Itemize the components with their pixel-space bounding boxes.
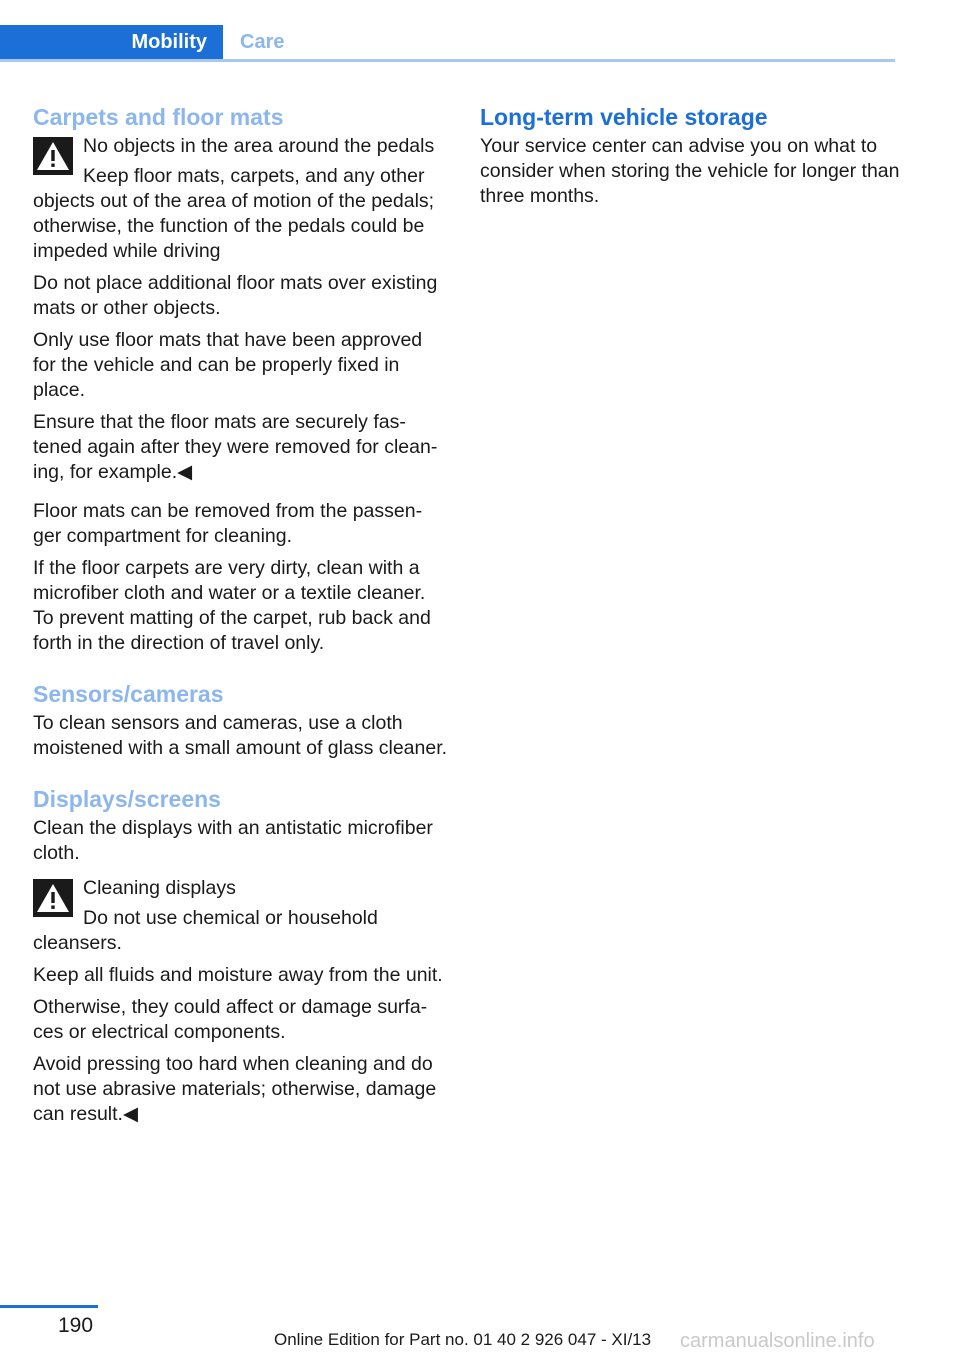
paragraph: If the floor carpets are very dirty, clean with a microfiber cloth and water or a textile cleaner. To prevent matting of the carpet, rub back and forth in the direction of travel only. bbox=[33, 557, 431, 654]
heading-sensors: Sensors/cameras bbox=[33, 681, 224, 707]
warning-icon bbox=[33, 137, 73, 175]
right-column bbox=[480, 100, 900, 216]
paragraph: Ensure that the floor mats are securely fas‐tened again after they were removed for clean‐ing, for example.◀ bbox=[33, 411, 438, 483]
tab-mobility[interactable] bbox=[0, 25, 223, 60]
paragraph: To clean sensors and cameras, use a cloth moistened with a small amount of glass cleaner. bbox=[33, 712, 448, 759]
tab-mobility-label: Mobility bbox=[131, 31, 207, 53]
warning-icon bbox=[33, 879, 73, 917]
paragraph: Floor mats can be removed from the passen‐ger compartment for cleaning. bbox=[33, 500, 423, 547]
heading-carpets: Carpets and floor mats bbox=[33, 104, 284, 130]
chapter-tabs bbox=[0, 25, 895, 62]
warning-pedals bbox=[33, 134, 448, 264]
paragraph: Do not place additional floor mats over existing mats or other objects. bbox=[33, 272, 438, 319]
warning-title: Cleaning displays bbox=[83, 877, 236, 899]
edition-text: Online Edition for Part no. 01 40 2 926 047 - XI/13 bbox=[274, 1330, 652, 1349]
warning-title: No objects in the area around the pedals bbox=[83, 135, 435, 157]
paragraph: Only use floor mats that have been approved for the vehicle and can be properly fixed in place. bbox=[33, 329, 423, 401]
paragraph: Clean the displays with an antistatic microfiber cloth. bbox=[33, 817, 433, 864]
paragraph: Otherwise, they could affect or damage surfa‐ces or electrical components. bbox=[33, 996, 428, 1043]
warning-cleaning-displays bbox=[33, 876, 448, 956]
paragraph: Avoid pressing too hard when cleaning and do not use abrasive materials; otherwise, damage can result.◀ bbox=[33, 1053, 437, 1125]
page-number: 190 bbox=[58, 1314, 94, 1337]
paragraph: Keep all fluids and moisture away from the unit. bbox=[33, 964, 443, 986]
warning-text: Do not use chemical or household cleansers. bbox=[33, 907, 378, 954]
heading-storage: Long-term vehicle storage bbox=[480, 104, 768, 130]
left-column bbox=[33, 100, 448, 1134]
tab-underline bbox=[0, 59, 895, 62]
warning-text: Keep floor mats, carpets, and any other objects out of the area of motion of the pedals; otherwise, the function of the pedals could be impeded while driving bbox=[33, 165, 435, 262]
heading-displays: Displays/screens bbox=[33, 786, 221, 812]
watermark: carmanualsonline.info bbox=[680, 1330, 875, 1352]
paragraph: Your service center can advise you on what to consider when storing the vehicle for longer than three months. bbox=[480, 135, 900, 207]
tab-care[interactable] bbox=[240, 25, 284, 60]
footer-rule bbox=[0, 1305, 98, 1308]
tab-care-label: Care bbox=[240, 31, 285, 53]
